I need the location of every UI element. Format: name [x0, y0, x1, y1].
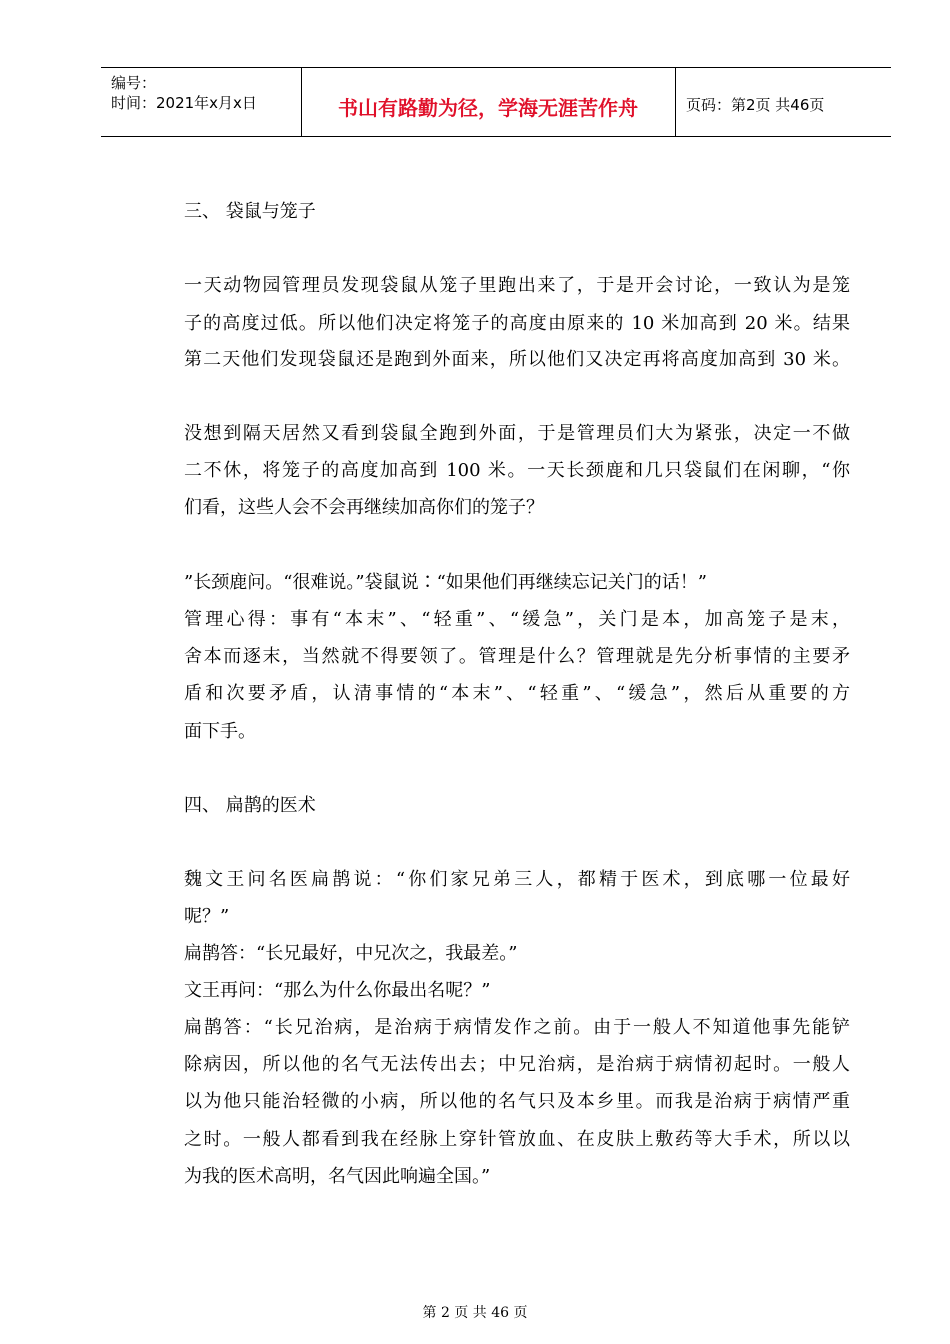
section-title-3: 三、 袋鼠与笼子 — [184, 201, 316, 222]
paragraph-line: 扁鹊答：“长兄最好，中兄次之，我最差。” — [184, 943, 518, 964]
paragraph-line: 管理心得：事有“本末”、“轻重”、“缓急”，关门是本，加高笼子是末， — [184, 609, 850, 630]
paragraph-line: 舍本而逐末，当然就不得要领了。管理是什么？管理就是先分析事情的主要矛 — [184, 646, 850, 667]
header-motto-cell — [301, 68, 676, 136]
motto-text: 书山有路勤为径，学海无涯苦作舟 — [338, 96, 638, 120]
paragraph-line: 盾和次要矛盾，认清事情的“本末”、“轻重”、“缓急”，然后从重要的方 — [184, 683, 850, 704]
paragraph-line: 除病因，所以他的名气无法传出去；中兄治病，是治病于病情初起时。一般人 — [184, 1054, 850, 1075]
section-title-4: 四、 扁鹊的医术 — [184, 795, 316, 816]
paragraph-line: 魏文王问名医扁鹊说：“你们家兄弟三人，都精于医术，到底哪一位最好 — [184, 869, 850, 890]
paragraph-line: 为我的医术高明，名气因此响遍全国。” — [184, 1166, 491, 1187]
paragraph-line: 扁鹊答：“长兄治病，是治病于病情发作之前。由于一般人不知道他事先能铲 — [184, 1017, 850, 1038]
paragraph-line: 们看，这些人会不会再继续加高你们的笼子？ — [184, 497, 544, 518]
header-page-cell — [676, 68, 891, 136]
paragraph-line: 之时。一般人都看到我在经脉上穿针管放血、在皮肤上敷药等大手术，所以以 — [184, 1129, 850, 1150]
paragraph-line: 文王再问：“那么为什么你最出名呢？” — [184, 980, 491, 1001]
page-header — [101, 67, 891, 137]
paragraph-line: 以为他只能治轻微的小病，所以他的名气只及本乡里。而我是治病于病情严重 — [184, 1091, 850, 1112]
paragraph-line: 一天动物园管理员发现袋鼠从笼子里跑出来了，于是开会讨论，一致认为是笼 — [184, 275, 850, 296]
serial-label: 编号： — [111, 74, 157, 92]
paragraph-line: ”长颈鹿问。“很难说。”袋鼠说∶“如果他们再继续忘记关门的话！” — [184, 572, 708, 593]
time-label: 时间：2021年x月x日 — [111, 94, 257, 112]
paragraph-line: 呢？” — [184, 906, 230, 927]
paragraph-line: 子的高度过低。所以他们决定将笼子的高度由原来的 10 米加高到 20 米。结果 — [184, 313, 850, 334]
paragraph-line: 第二天他们发现袋鼠还是跑到外面来，所以他们又决定再将高度加高到 30 米。 — [184, 349, 850, 370]
page-code: 页码：第2页 共46页 — [686, 96, 825, 114]
paragraph-line: 二不休，将笼子的高度加高到 100 米。一天长颈鹿和几只袋鼠们在闲聊，“你 — [184, 460, 850, 481]
page-footer: 第 2 页 共 46 页 — [422, 1305, 528, 1321]
paragraph-line: 没想到隔天居然又看到袋鼠全跑到外面，于是管理员们大为紧张，决定一不做 — [184, 423, 850, 444]
header-meta-cell — [101, 68, 302, 136]
paragraph-line: 面下手。 — [184, 721, 256, 742]
